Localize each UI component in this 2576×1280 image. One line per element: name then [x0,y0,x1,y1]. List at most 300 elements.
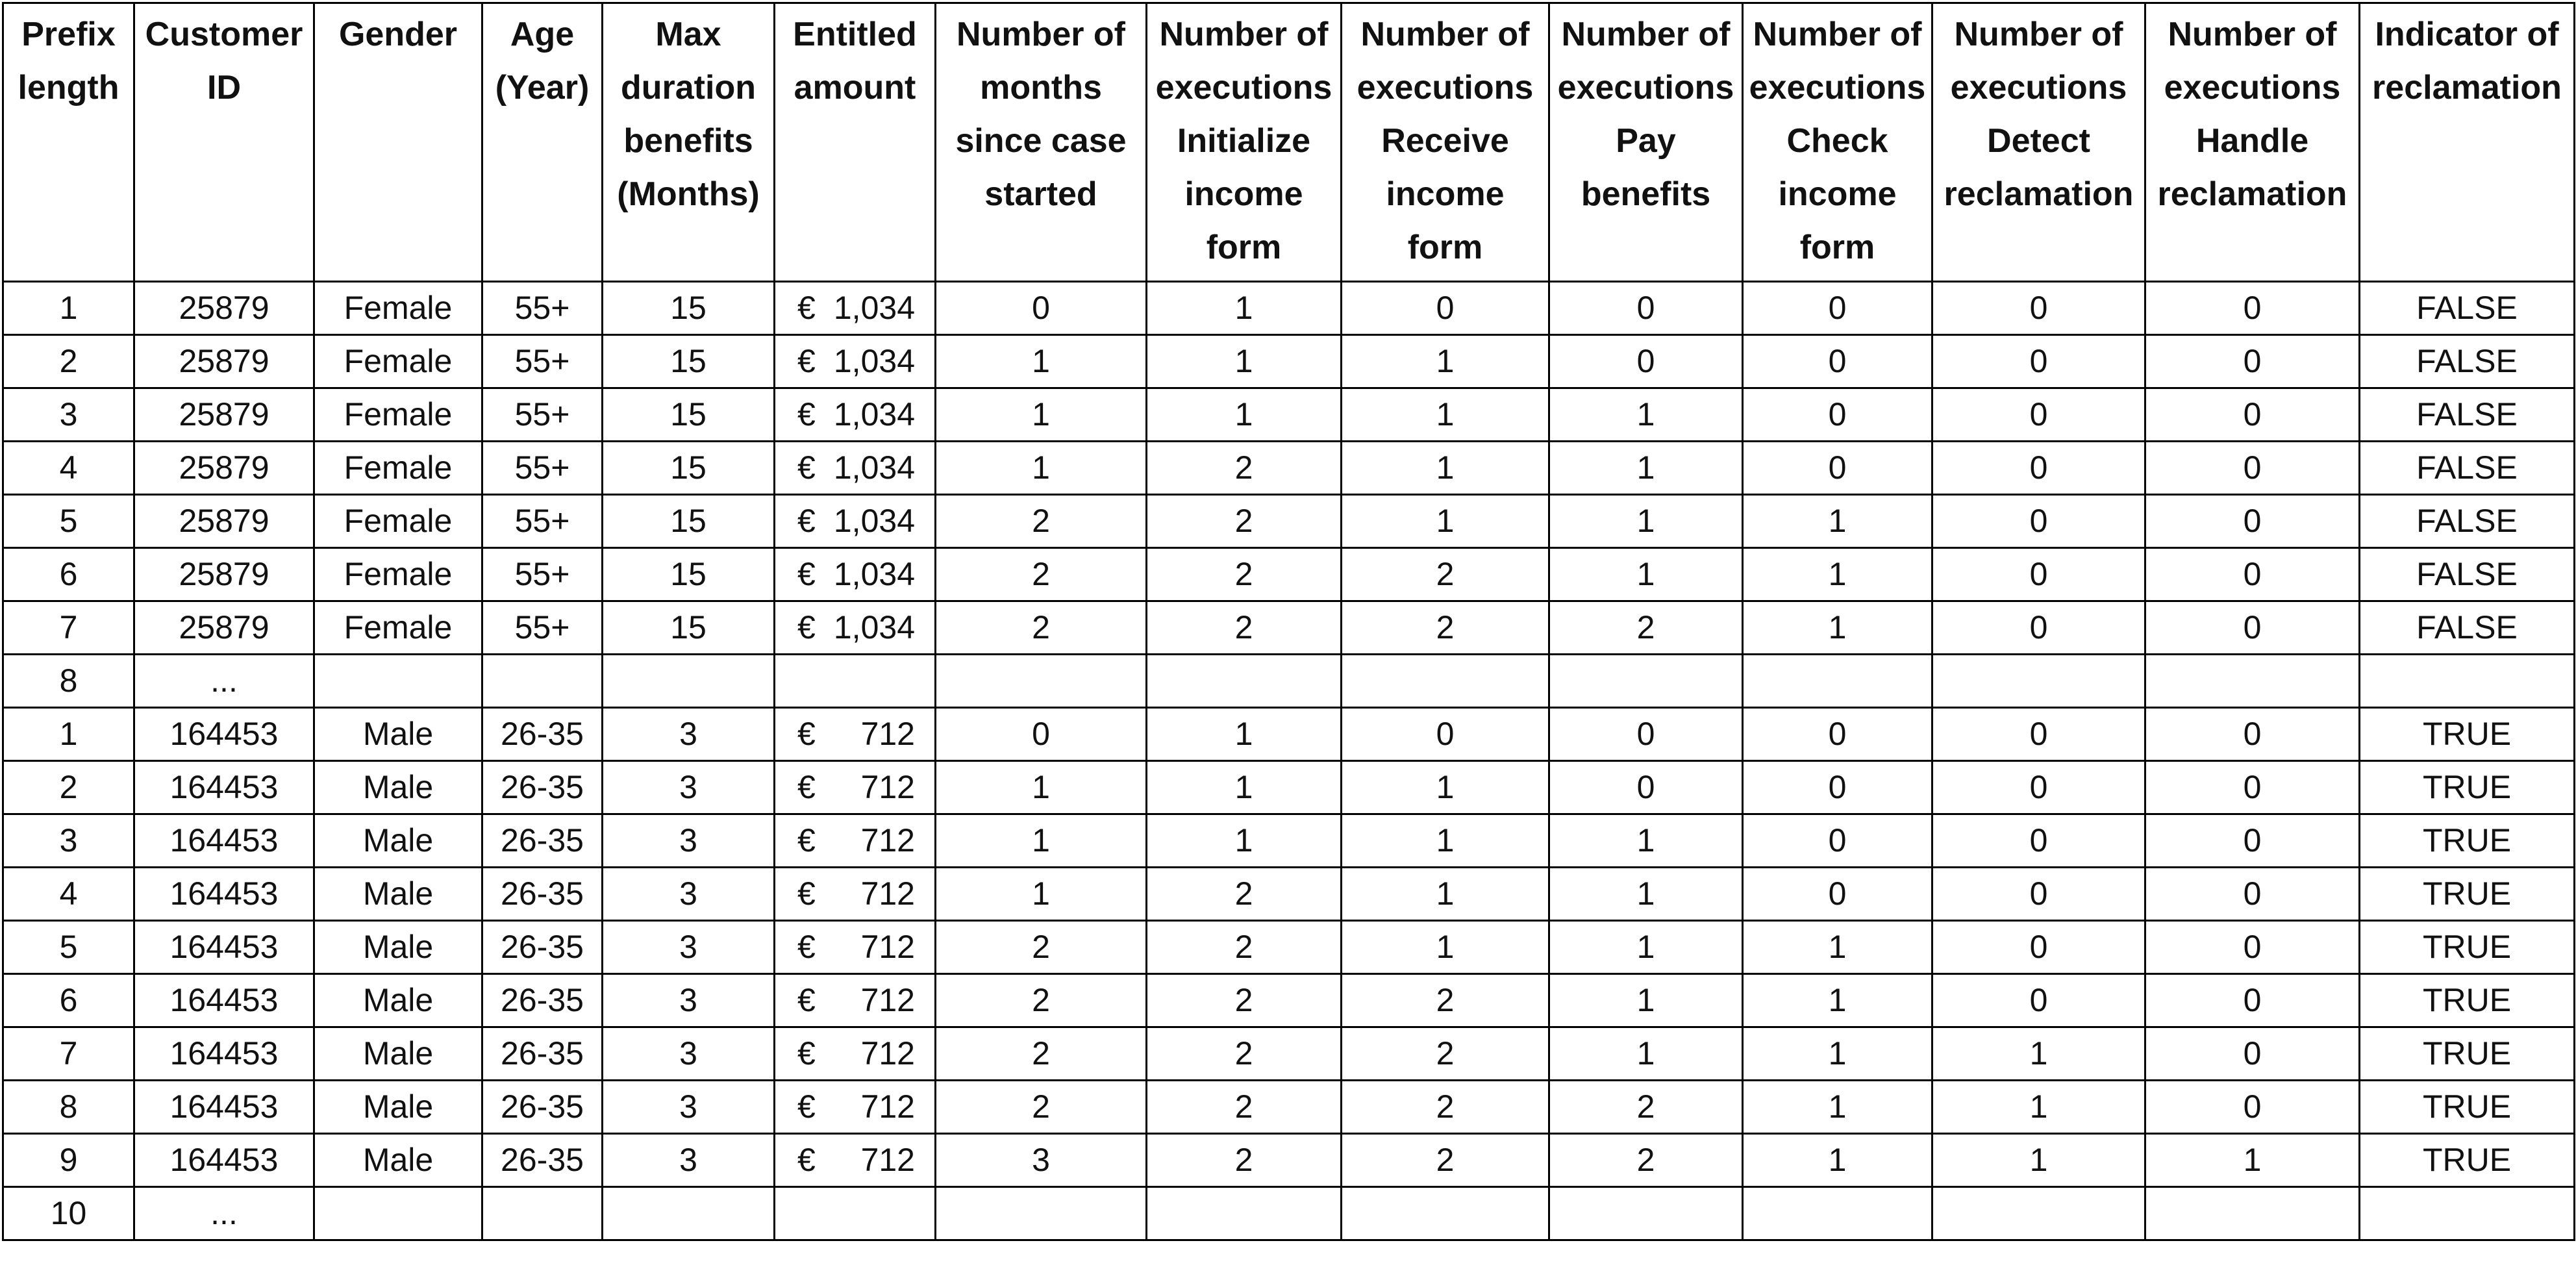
cell-exec-receive [1342,1187,1549,1240]
cell-exec-pay: 2 [1549,601,1743,655]
cell-exec-check: 0 [1743,708,1932,761]
cell-age: 55+ [482,388,603,442]
cell-age: 26-35 [482,974,603,1027]
currency-amount: 712 [860,929,915,965]
cell-exec-receive: 1 [1342,335,1549,388]
cell-customer-id: 164453 [134,868,314,921]
column-header-line: Age [510,16,575,53]
cell-exec-detect [1932,1187,2145,1240]
cell-prefix-length: 8 [3,1081,134,1134]
table-row [3,388,2575,442]
column-header-line: Number of [1159,16,1329,53]
table-row [3,974,2575,1027]
column-header-line: income [1184,175,1303,213]
cell-indicator: TRUE [2360,1027,2575,1081]
cell-exec-receive: 1 [1342,495,1549,548]
cell-exec-detect [1932,655,2145,708]
cell-customer-id: 25879 [134,388,314,442]
cell-months-since-start: 2 [936,601,1147,655]
cell-entitled-amount [775,708,936,761]
column-header-line: Handle [2195,122,2309,160]
cell-max-duration: 3 [603,868,775,921]
column-header-line: executions [1950,69,2127,107]
cell-exec-pay: 0 [1549,761,1743,814]
cell-exec-initialize: 2 [1147,921,1342,974]
cell-indicator: TRUE [2360,761,2575,814]
cell-entitled-amount [775,1081,936,1134]
cell-exec-check: 0 [1743,868,1932,921]
cell-age: 26-35 [482,708,603,761]
currency-symbol: € [797,290,816,326]
cell-max-duration: 15 [603,442,775,495]
cell-age: 26-35 [482,761,603,814]
cell-exec-pay [1549,1187,1743,1240]
cell-exec-initialize: 1 [1147,388,1342,442]
cell-indicator: TRUE [2360,974,2575,1027]
cell-entitled-amount [775,548,936,601]
cell-exec-initialize: 2 [1147,974,1342,1027]
currency-symbol: € [797,875,816,912]
column-header-exec-pay [1549,3,1743,282]
cell-max-duration: 3 [603,761,775,814]
currency-symbol: € [797,822,816,859]
cell-exec-initialize: 1 [1147,814,1342,868]
cell-exec-receive: 1 [1342,814,1549,868]
table-row [3,495,2575,548]
column-header-line: Number of [1753,16,1922,53]
currency-amount: 712 [860,716,915,752]
cell-months-since-start [936,1187,1147,1240]
cell-prefix-length: 7 [3,601,134,655]
cell-exec-handle: 0 [2145,868,2360,921]
cell-exec-initialize [1147,1187,1342,1240]
cell-prefix-length: 5 [3,921,134,974]
cell-gender: Female [314,282,482,335]
currency-symbol: € [797,556,816,592]
cell-exec-handle: 0 [2145,282,2360,335]
column-header-line: Detect [1987,122,2090,160]
cell-months-since-start: 1 [936,388,1147,442]
cell-exec-detect: 0 [1932,495,2145,548]
cell-entitled-amount [775,1187,936,1240]
column-header-line: form [1407,229,1483,266]
cell-exec-detect: 0 [1932,335,2145,388]
currency-amount: 1,034 [833,290,915,326]
cell-exec-receive [1342,655,1549,708]
cell-exec-check: 0 [1743,388,1932,442]
cell-max-duration [603,655,775,708]
cell-gender [314,1187,482,1240]
cell-customer-id: 164453 [134,1027,314,1081]
cell-gender: Female [314,495,482,548]
cell-exec-check: 1 [1743,1081,1932,1134]
cell-gender: Female [314,335,482,388]
column-header-line: since case [955,122,1127,160]
cell-exec-handle: 0 [2145,335,2360,388]
currency-amount: 1,034 [833,556,915,592]
cell-exec-pay: 0 [1549,282,1743,335]
cell-exec-check: 1 [1743,1134,1932,1187]
cell-max-duration: 15 [603,335,775,388]
cell-max-duration: 3 [603,708,775,761]
column-header-line: Initialize [1177,122,1311,160]
column-header-line: Number of [2168,16,2337,53]
cell-exec-check: 0 [1743,814,1932,868]
cell-months-since-start: 1 [936,761,1147,814]
cell-exec-check: 1 [1743,601,1932,655]
cell-indicator: TRUE [2360,1134,2575,1187]
currency-amount: 712 [860,875,915,912]
cell-months-since-start: 1 [936,868,1147,921]
cell-customer-id: ... [134,1187,314,1240]
cell-age [482,1187,603,1240]
cell-exec-initialize: 1 [1147,761,1342,814]
cell-exec-check: 0 [1743,282,1932,335]
currency-symbol: € [797,769,816,805]
cell-age: 55+ [482,495,603,548]
table-row [3,1187,2575,1240]
cell-prefix-length: 6 [3,974,134,1027]
cell-months-since-start: 3 [936,1134,1147,1187]
cell-prefix-length: 7 [3,1027,134,1081]
cell-exec-receive: 1 [1342,921,1549,974]
cell-months-since-start: 2 [936,495,1147,548]
cell-exec-initialize: 2 [1147,1081,1342,1134]
column-header-prefix-length [3,3,134,282]
table-row [3,1081,2575,1134]
column-header-exec-receive [1342,3,1549,282]
cell-exec-check: 1 [1743,974,1932,1027]
currency-amount: 1,034 [833,503,915,539]
cell-max-duration: 3 [603,1027,775,1081]
column-header-line: Indicator of [2375,16,2559,53]
cell-entitled-amount [775,761,936,814]
cell-entitled-amount [775,1134,936,1187]
cell-exec-pay: 1 [1549,442,1743,495]
column-header-line: Prefix [21,16,116,53]
column-header-line: income [1778,175,1897,213]
cell-age: 26-35 [482,1081,603,1134]
cell-exec-initialize: 2 [1147,868,1342,921]
currency-symbol: € [797,1088,816,1125]
cell-months-since-start: 1 [936,335,1147,388]
cell-entitled-amount [775,1027,936,1081]
cell-exec-pay: 1 [1549,974,1743,1027]
cell-exec-initialize: 2 [1147,601,1342,655]
data-table [2,2,2575,1241]
cell-entitled-amount [775,335,936,388]
cell-age: 55+ [482,548,603,601]
currency-symbol: € [797,1035,816,1072]
cell-exec-detect: 1 [1932,1134,2145,1187]
cell-exec-check: 1 [1743,921,1932,974]
cell-exec-pay: 1 [1549,1027,1743,1081]
table-row [3,1134,2575,1187]
cell-exec-detect: 0 [1932,814,2145,868]
cell-exec-detect: 0 [1932,548,2145,601]
cell-indicator: FALSE [2360,495,2575,548]
column-header-line: Check [1786,122,1888,160]
cell-age: 26-35 [482,921,603,974]
cell-entitled-amount [775,601,936,655]
cell-exec-receive: 1 [1342,388,1549,442]
cell-exec-pay: 1 [1549,921,1743,974]
cell-months-since-start: 1 [936,814,1147,868]
cell-customer-id: 25879 [134,548,314,601]
cell-exec-receive: 2 [1342,1027,1549,1081]
column-header-line: Number of [1360,16,1530,53]
cell-months-since-start [936,655,1147,708]
cell-exec-detect: 1 [1932,1027,2145,1081]
table-row [3,335,2575,388]
column-header-line: Pay [1616,122,1676,160]
table-row [3,655,2575,708]
cell-months-since-start: 1 [936,442,1147,495]
cell-exec-handle [2145,1187,2360,1240]
cell-exec-check: 1 [1743,548,1932,601]
cell-entitled-amount [775,388,936,442]
currency-amount: 712 [860,822,915,859]
cell-exec-receive: 1 [1342,868,1549,921]
cell-customer-id: 164453 [134,1134,314,1187]
cell-customer-id: 25879 [134,335,314,388]
cell-gender: Female [314,442,482,495]
cell-max-duration [603,1187,775,1240]
currency-amount: 712 [860,769,915,805]
column-header-exec-handle [2145,3,2360,282]
cell-months-since-start: 2 [936,1081,1147,1134]
column-header-exec-initialize [1147,3,1342,282]
cell-age: 55+ [482,335,603,388]
cell-gender: Male [314,1081,482,1134]
cell-prefix-length: 1 [3,708,134,761]
cell-indicator: FALSE [2360,442,2575,495]
cell-exec-receive: 0 [1342,282,1549,335]
cell-indicator [2360,655,2575,708]
column-header-line: form [1206,229,1282,266]
column-header-line: (Months) [617,175,760,213]
cell-months-since-start: 2 [936,921,1147,974]
cell-entitled-amount [775,814,936,868]
cell-indicator: TRUE [2360,868,2575,921]
cell-exec-handle: 0 [2145,1027,2360,1081]
column-header-line: (Year) [495,69,590,107]
cell-gender: Male [314,761,482,814]
cell-exec-receive: 1 [1342,761,1549,814]
cell-exec-handle: 0 [2145,442,2360,495]
cell-exec-pay: 1 [1549,548,1743,601]
cell-gender [314,655,482,708]
currency-symbol: € [797,449,816,486]
cell-gender: Female [314,388,482,442]
cell-max-duration: 15 [603,282,775,335]
cell-exec-initialize: 1 [1147,708,1342,761]
cell-exec-initialize: 2 [1147,548,1342,601]
cell-exec-handle [2145,655,2360,708]
cell-gender: Male [314,708,482,761]
table-body [3,282,2575,1240]
cell-max-duration: 3 [603,1081,775,1134]
currency-symbol: € [797,609,816,646]
column-header-line: executions [1557,69,1734,107]
cell-exec-handle: 0 [2145,708,2360,761]
cell-exec-initialize: 2 [1147,1027,1342,1081]
cell-prefix-length: 3 [3,388,134,442]
header-row [3,3,2575,282]
cell-exec-initialize: 1 [1147,335,1342,388]
cell-months-since-start: 2 [936,974,1147,1027]
cell-indicator: TRUE [2360,1081,2575,1134]
cell-indicator: FALSE [2360,601,2575,655]
cell-age: 55+ [482,282,603,335]
currency-symbol: € [797,929,816,965]
column-header-gender [314,3,482,282]
cell-customer-id: 164453 [134,814,314,868]
cell-exec-pay: 0 [1549,708,1743,761]
cell-months-since-start: 2 [936,1027,1147,1081]
cell-exec-detect: 0 [1932,868,2145,921]
cell-prefix-length: 1 [3,282,134,335]
column-header-customer-id [134,3,314,282]
column-header-line: reclamation [1944,175,2134,213]
currency-amount: 1,034 [833,343,915,379]
column-header-line: form [1799,229,1875,266]
cell-indicator [2360,1187,2575,1240]
cell-indicator: FALSE [2360,282,2575,335]
currency-amount: 712 [860,1142,915,1178]
column-header-line: benefits [1581,175,1711,213]
cell-gender: Female [314,548,482,601]
cell-exec-check: 0 [1743,335,1932,388]
cell-exec-initialize: 2 [1147,442,1342,495]
column-header-line: income [1386,175,1505,213]
currency-amount: 1,034 [833,449,915,486]
cell-exec-detect: 1 [1932,1081,2145,1134]
cell-exec-handle: 0 [2145,814,2360,868]
cell-entitled-amount [775,495,936,548]
table-row [3,814,2575,868]
cell-indicator: FALSE [2360,548,2575,601]
currency-symbol: € [797,343,816,379]
column-header-line: amount [794,69,916,107]
cell-prefix-length: 6 [3,548,134,601]
cell-prefix-length: 8 [3,655,134,708]
cell-exec-pay: 2 [1549,1081,1743,1134]
cell-months-since-start: 0 [936,708,1147,761]
cell-exec-check [1743,655,1932,708]
cell-months-since-start: 0 [936,282,1147,335]
cell-customer-id: 25879 [134,442,314,495]
column-header-max-duration [603,3,775,282]
column-header-line: reclamation [2157,175,2347,213]
cell-exec-handle: 0 [2145,974,2360,1027]
cell-max-duration: 15 [603,601,775,655]
cell-customer-id: 164453 [134,974,314,1027]
column-header-line: executions [1749,69,1926,107]
currency-amount: 1,034 [833,609,915,646]
cell-max-duration: 3 [603,814,775,868]
cell-prefix-length: 3 [3,814,134,868]
cell-exec-initialize [1147,655,1342,708]
cell-max-duration: 3 [603,921,775,974]
table-row [3,708,2575,761]
cell-exec-pay: 1 [1549,868,1743,921]
cell-gender: Male [314,1027,482,1081]
cell-max-duration: 15 [603,388,775,442]
cell-age: 55+ [482,601,603,655]
cell-prefix-length: 10 [3,1187,134,1240]
cell-exec-pay: 1 [1549,388,1743,442]
cell-exec-detect: 0 [1932,708,2145,761]
cell-gender: Male [314,814,482,868]
cell-gender: Male [314,1134,482,1187]
cell-indicator: FALSE [2360,388,2575,442]
cell-exec-receive: 2 [1342,1134,1549,1187]
cell-customer-id: 164453 [134,921,314,974]
column-header-line: Receive [1381,122,1509,160]
cell-age: 26-35 [482,814,603,868]
column-header-line: benefits [623,122,753,160]
cell-exec-check: 0 [1743,761,1932,814]
cell-exec-detect: 0 [1932,761,2145,814]
cell-exec-check [1743,1187,1932,1240]
cell-indicator: FALSE [2360,335,2575,388]
cell-exec-receive: 2 [1342,1081,1549,1134]
cell-customer-id: 164453 [134,761,314,814]
currency-amount: 712 [860,1035,915,1072]
cell-customer-id: ... [134,655,314,708]
cell-prefix-length: 9 [3,1134,134,1187]
table-row [3,282,2575,335]
cell-exec-check: 1 [1743,495,1932,548]
cell-exec-initialize: 2 [1147,495,1342,548]
cell-age: 26-35 [482,1134,603,1187]
table-row [3,761,2575,814]
cell-customer-id: 25879 [134,495,314,548]
cell-gender: Male [314,974,482,1027]
cell-exec-detect: 0 [1932,601,2145,655]
cell-exec-receive: 1 [1342,442,1549,495]
column-header-line: Max [655,16,721,53]
table-row [3,442,2575,495]
column-header-line: executions [1357,69,1534,107]
cell-exec-handle: 0 [2145,761,2360,814]
cell-exec-handle: 1 [2145,1134,2360,1187]
column-header-indicator [2360,3,2575,282]
cell-prefix-length: 4 [3,442,134,495]
cell-exec-handle: 0 [2145,388,2360,442]
cell-max-duration: 15 [603,495,775,548]
cell-exec-detect: 0 [1932,442,2145,495]
cell-exec-pay [1549,655,1743,708]
column-header-line: Gender [338,16,458,53]
cell-exec-receive: 0 [1342,708,1549,761]
column-header-line: Number of [957,16,1125,53]
cell-exec-handle: 0 [2145,1081,2360,1134]
cell-exec-initialize: 1 [1147,282,1342,335]
column-header-line: executions [2164,69,2341,107]
currency-amount: 712 [860,1088,915,1125]
cell-indicator: TRUE [2360,921,2575,974]
cell-exec-pay: 0 [1549,335,1743,388]
cell-exec-handle: 0 [2145,921,2360,974]
cell-customer-id: 25879 [134,601,314,655]
cell-indicator: TRUE [2360,708,2575,761]
column-header-age [482,3,603,282]
currency-amount: 712 [860,982,915,1018]
cell-exec-handle: 0 [2145,601,2360,655]
currency-symbol: € [797,716,816,752]
